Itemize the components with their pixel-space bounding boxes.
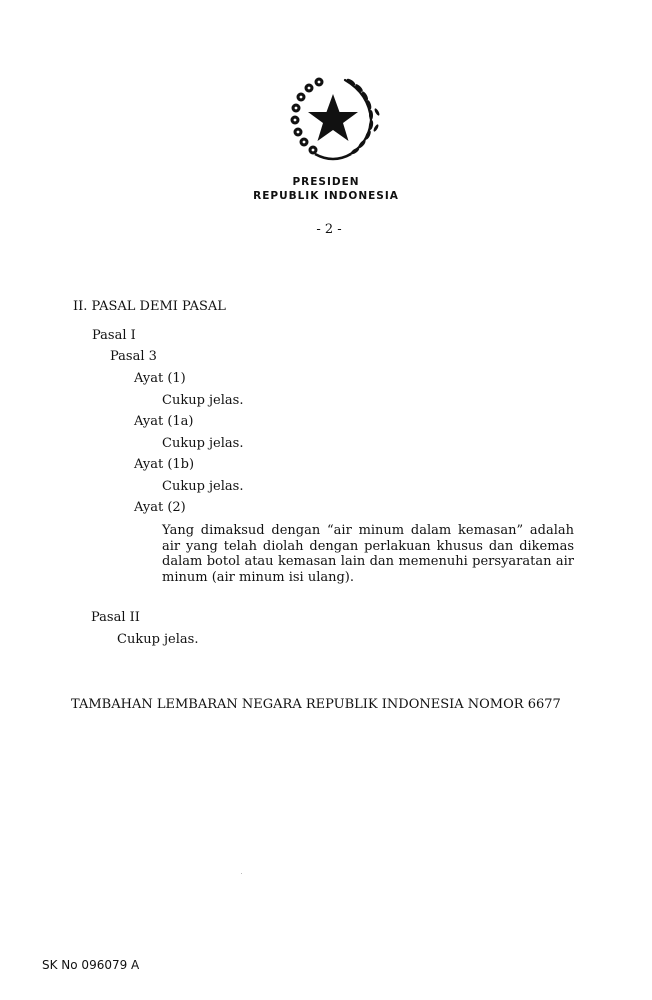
pasal-2-text: Cukup jelas. <box>117 632 199 647</box>
presidential-emblem-icon <box>285 72 381 164</box>
document-code: SK No 096079 A <box>42 958 140 972</box>
ayat-1a-label: Ayat (1a) <box>134 414 194 429</box>
ayat-1b-label: Ayat (1b) <box>134 457 195 472</box>
section-heading: II. PASAL DEMI PASAL <box>73 299 226 314</box>
ayat-1-text: Cukup jelas. <box>162 393 244 408</box>
scan-speck <box>241 873 242 874</box>
pasal-3-heading: Pasal 3 <box>110 349 157 364</box>
page-number: - 2 - <box>316 222 342 237</box>
header-republik-indonesia: REPUBLIK INDONESIA <box>253 190 399 202</box>
ayat-1a-text: Cukup jelas. <box>162 436 244 451</box>
pasal-2-heading: Pasal II <box>91 610 140 625</box>
header-presiden: PRESIDEN <box>292 176 360 188</box>
ayat-2-label: Ayat (2) <box>134 500 186 515</box>
pasal-1-heading: Pasal I <box>92 328 136 343</box>
tambahan-lembaran-line: TAMBAHAN LEMBARAN NEGARA REPUBLIK INDONESIA NOMOR 6677 <box>71 697 561 712</box>
ayat-2-text: Yang dimaksud dengan “air minum dalam kemasan” adalah air yang telah diolah dengan perlakuan khusus dan dikemas dalam botol atau kemasan lain dan memenuhi persyaratan air minum (air minum isi ulang). <box>162 523 574 585</box>
ayat-1-label: Ayat (1) <box>134 371 186 386</box>
ayat-1b-text: Cukup jelas. <box>162 479 244 494</box>
